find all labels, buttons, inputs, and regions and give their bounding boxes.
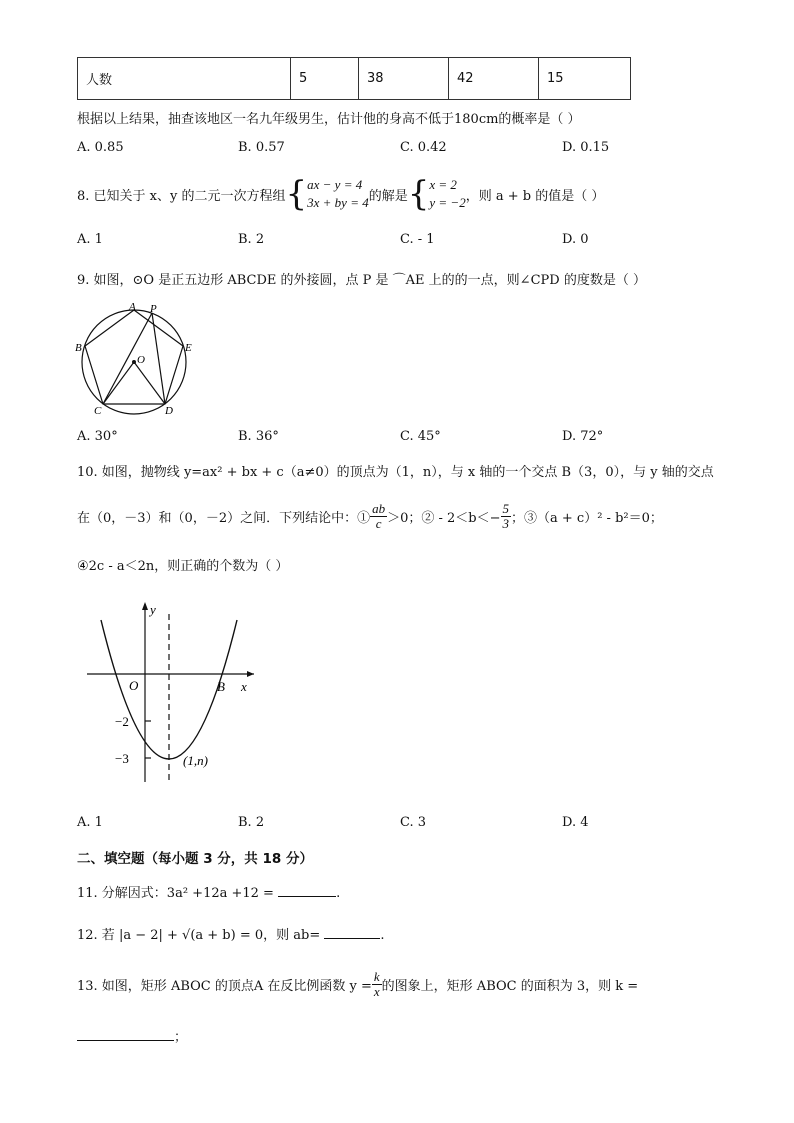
q10-line2-b: ＞0；② - 2＜b＜− bbox=[387, 510, 501, 526]
fraction-5-over-3 bbox=[501, 502, 512, 530]
frac-num: ab bbox=[372, 500, 386, 516]
q7-option-d: D. 0.15 bbox=[562, 140, 610, 155]
table-cell: 42 bbox=[449, 58, 539, 100]
q9-option-a: A. 30° bbox=[77, 429, 118, 444]
frac-num: 5 bbox=[502, 500, 510, 516]
q10-option-b: B. 2 bbox=[238, 815, 265, 830]
answer-blank[interactable] bbox=[278, 896, 336, 897]
table-row bbox=[78, 58, 631, 100]
label-minus-3: −3 bbox=[115, 751, 129, 766]
frac-den: c bbox=[375, 515, 382, 531]
q8-suffix: ，则 a + b 的值是（ ） bbox=[465, 188, 605, 204]
q10-line3: ④2c - a＜2n，则正确的个数为（ ） bbox=[77, 559, 289, 574]
q8-eq2: 3x + by = 4 bbox=[307, 195, 369, 210]
label-O: O bbox=[137, 354, 145, 366]
section-heading-fill-in: 二、填空题（每小题 3 分，共 18 分） bbox=[77, 851, 313, 867]
q7-stem: 根据以上结果，抽查该地区一名九年级男生，估计他的身高不低于180cm的概率是（ ） bbox=[77, 112, 581, 127]
q13-text-a: 13. 如图，矩形 ABOC 的顶点A 在反比例函数 y = bbox=[77, 978, 372, 994]
height-count-table bbox=[77, 57, 631, 100]
q8-option-d: D. 0 bbox=[562, 232, 589, 247]
table-cell: 38 bbox=[359, 58, 449, 100]
q8-stem bbox=[77, 172, 604, 216]
frac-den: x bbox=[373, 983, 380, 999]
label-A: A bbox=[129, 301, 136, 313]
q10-line2-a: 在（0，－3）和（0，－2）之间．下列结论中：① bbox=[77, 510, 371, 526]
q7-option-c: C. 0.42 bbox=[400, 140, 447, 155]
label-D: D bbox=[165, 405, 173, 417]
fraction-ab-over-c bbox=[370, 502, 387, 530]
q10-line2 bbox=[77, 496, 663, 536]
table-cell: 人数 bbox=[78, 58, 291, 100]
q11 bbox=[77, 882, 340, 901]
q8-prefix: 8. 已知关于 x、y 的二元一次方程组 bbox=[77, 188, 286, 204]
q10-option-d: D. 4 bbox=[562, 815, 589, 830]
q8-equation-system bbox=[307, 176, 369, 211]
frac-num: k bbox=[373, 968, 380, 984]
answer-blank[interactable] bbox=[77, 1040, 174, 1041]
label-x-axis: x bbox=[241, 679, 247, 694]
label-y-axis: y bbox=[150, 602, 156, 617]
q8-option-b: B. 2 bbox=[238, 232, 265, 247]
label-B: B bbox=[217, 679, 225, 694]
frac-den: 3 bbox=[502, 515, 510, 531]
label-minus-2: −2 bbox=[115, 714, 129, 729]
left-brace: { bbox=[285, 174, 308, 214]
q8-option-c: C. - 1 bbox=[400, 232, 435, 247]
q10-line1: 10. 如图，抛物线 y=ax² + bx + c（a≠0）的顶点为（1，n），与 x 轴的一个交点 B（3，0），与 y 轴的交点 bbox=[77, 465, 714, 480]
q9-option-d: D. 72° bbox=[562, 429, 604, 444]
q8-sol1: x = 2 bbox=[429, 177, 457, 193]
q10-option-c: C. 3 bbox=[400, 815, 427, 830]
q13-end: ； bbox=[174, 1030, 188, 1045]
label-C: C bbox=[94, 405, 102, 417]
q9-option-b: B. 36° bbox=[238, 429, 279, 444]
q12-text: 12. 若 |a − 2| + √(a + b) = 0，则 ab= bbox=[77, 928, 321, 943]
answer-blank[interactable] bbox=[324, 938, 380, 939]
q8-solution-system bbox=[429, 176, 465, 211]
table-cell: 15 bbox=[539, 58, 631, 100]
left-brace: { bbox=[407, 174, 430, 214]
label-E: E bbox=[185, 342, 192, 354]
label-P: P bbox=[150, 303, 157, 315]
q8-mid: 的解是 bbox=[368, 188, 408, 204]
q8-sol2: y = −2 bbox=[429, 195, 466, 210]
q13 bbox=[77, 962, 638, 1006]
q13-answer-line bbox=[77, 1026, 187, 1045]
q12-end: . bbox=[380, 928, 385, 943]
q10-option-a: A. 1 bbox=[77, 815, 103, 830]
q9-option-c: C. 45° bbox=[400, 429, 441, 444]
q7-option-b: B. 0.57 bbox=[238, 140, 285, 155]
q13-text-b: 的图象上，矩形 ABOC 的面积为 3，则 k = bbox=[381, 978, 639, 994]
label-origin: O bbox=[129, 678, 139, 693]
q8-option-a: A. 1 bbox=[77, 232, 103, 247]
pentagon-circle-figure bbox=[72, 300, 202, 420]
table-cell: 5 bbox=[291, 58, 359, 100]
parabola-graph-figure bbox=[82, 596, 262, 786]
q12 bbox=[77, 924, 385, 943]
q9-stem: 9. 如图，⊙O 是正五边形 ABCDE 的外接圆，点 P 是 ⌒AE 上的的一点，则∠CPD 的度数是（ ） bbox=[77, 273, 646, 288]
label-vertex: (1,n) bbox=[183, 753, 208, 768]
fraction-k-over-x bbox=[372, 970, 382, 998]
label-B: B bbox=[75, 342, 82, 354]
q10-line2-c: ；③（a + c）² - b²＝0； bbox=[511, 510, 663, 526]
q11-end: . bbox=[336, 886, 341, 901]
q8-eq1: ax − y = 4 bbox=[307, 177, 363, 193]
q7-option-a: A. 0.85 bbox=[77, 140, 124, 155]
q11-text: 11. 分解因式：3a² +12a +12 = bbox=[77, 886, 274, 901]
